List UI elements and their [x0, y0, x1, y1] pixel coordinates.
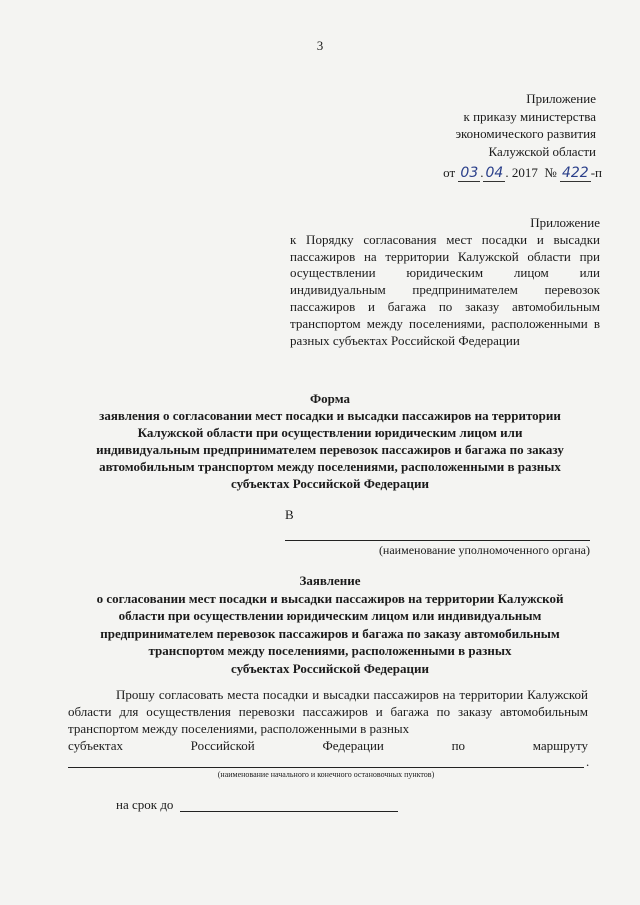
- ministry-appendix-header: [455, 90, 596, 160]
- form-title-line: заявления о согласовании мест посадки и высадки пассажиров на территории: [99, 408, 561, 423]
- application-title-line: Заявление: [299, 573, 361, 588]
- order-date-month: 04: [485, 165, 504, 181]
- route-input-line[interactable]: [68, 767, 584, 768]
- order-prefix: от: [443, 165, 456, 180]
- application-paragraph: Прошу согласовать места посадки и высадки пассажиров на территории Калужской области для осуществления перевозки пассажиров и багажа по заказу автомобильным транспортом между поселениями, расположенными в разных: [68, 687, 588, 736]
- order-year: . 2017: [505, 165, 538, 180]
- procedure-appendix-text: к Порядку согласования мест посадки и высадки пассажиров на территории Калужской области при осуществлении юридическим лицом или индивидуальным предпринимателем перевозок пассажиров и багажа по заказу автомобильным транспортом между поселениями, расположенными в разных субъектах Российской Федерации: [290, 231, 600, 348]
- route-end-dot: .: [586, 754, 590, 769]
- order-date-number: от 03 . 04 . 2017 № 422 -п: [443, 165, 602, 181]
- form-title: [40, 390, 620, 492]
- term-input-line[interactable]: [180, 811, 398, 812]
- order-number: 422: [561, 165, 589, 181]
- order-number-label: №: [544, 165, 557, 180]
- appendix-line: Приложение: [526, 91, 596, 106]
- procedure-appendix: [290, 215, 600, 349]
- route-hint: (наименование начального и конечного остановочных пунктов): [217, 770, 435, 779]
- form-title-line: индивидуальным предпринимателем перевозок пассажиров и багажа по заказу: [96, 442, 564, 457]
- form-title-line: Форма: [310, 391, 350, 406]
- appendix-line: экономического развития: [455, 126, 596, 141]
- form-title-line: Калужской области при осуществлении юридическим лицом или: [137, 425, 523, 440]
- form-title-line: субъектах Российской Федерации: [230, 476, 429, 491]
- order-suffix: -п: [590, 165, 602, 180]
- addressee-input-line[interactable]: [285, 540, 590, 541]
- application-last-line: субъектах Российской Федерации по маршруту: [68, 738, 588, 753]
- addressee-hint: (наименование уполномоченного органа): [378, 543, 590, 557]
- page-number: 3: [316, 38, 324, 53]
- form-title-line: автомобильным транспортом между поселениями, расположенными в разных: [99, 459, 561, 474]
- term-label: на срок до: [116, 797, 174, 812]
- addressee-prefix: В: [285, 507, 294, 522]
- appendix-line: Калужской области: [488, 143, 596, 159]
- application-body: [68, 686, 588, 754]
- application-title-line: транспортом между поселениями, расположенными в разных: [148, 643, 512, 658]
- application-title-line: субъектах Российской Федерации: [230, 660, 429, 676]
- application-title-line: о согласовании мест посадки и высадки пассажиров на территории Калужской: [96, 590, 564, 606]
- application-title-line: области при осуществлении юридическим лицом или индивидуальным: [118, 608, 542, 623]
- application-title: [40, 572, 620, 677]
- procedure-appendix-header: Приложение: [530, 215, 600, 230]
- application-title-line: предпринимателем перевозок пассажиров и багажа по заказу автомобильным: [100, 625, 560, 641]
- appendix-line: к приказу министерства: [463, 108, 596, 124]
- order-date-day: 03: [460, 165, 479, 181]
